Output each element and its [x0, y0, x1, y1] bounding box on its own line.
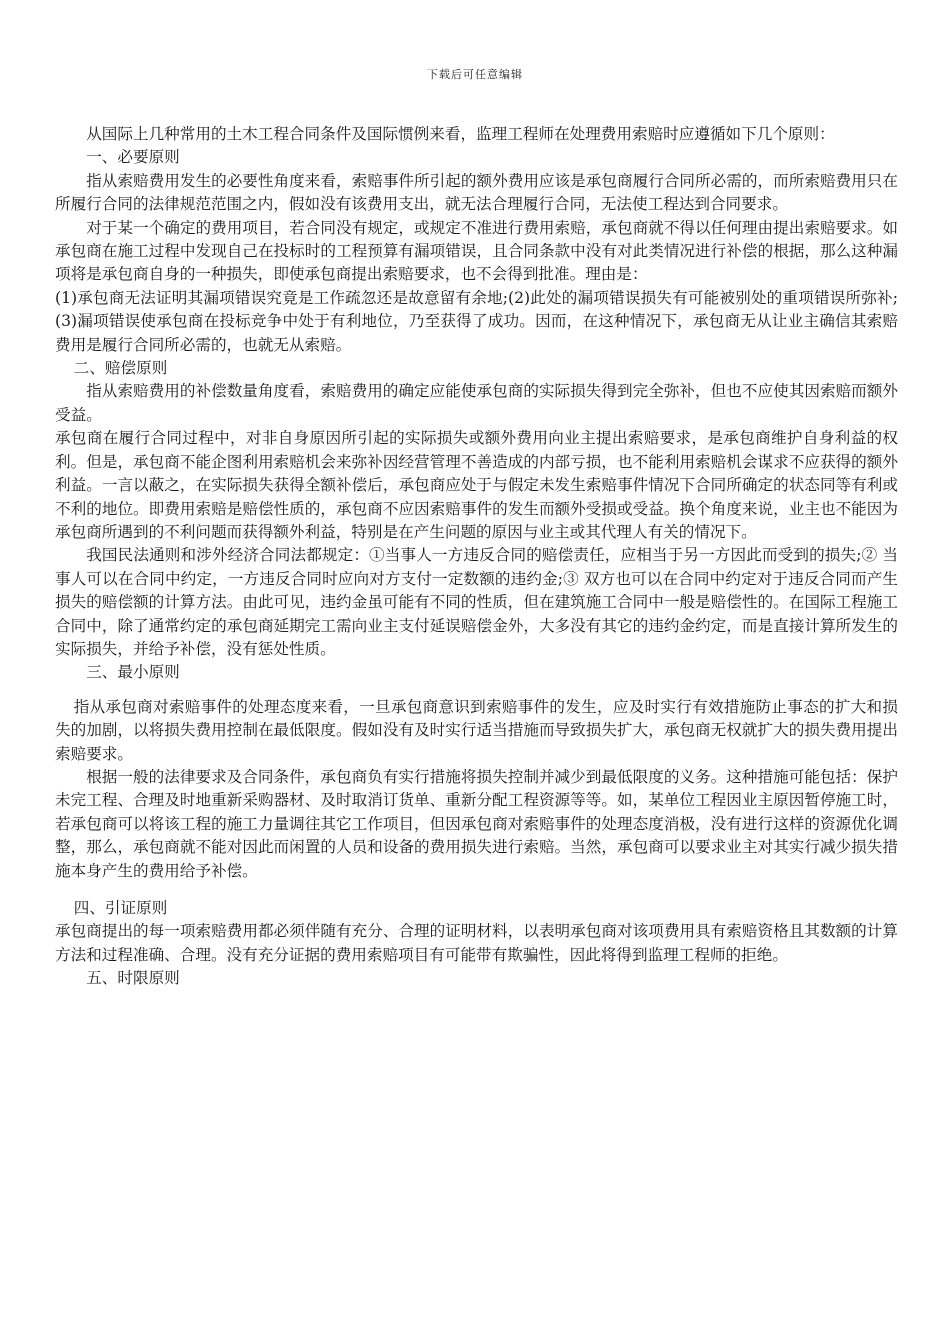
necessity-reasons-paragraph: (1)承包商无法证明其漏项错误究竟是工作疏忽还是故意留有余地;(2)此处的漏项错误损失有可能被别处的重项错误所弥补;(3)漏项错误使承包商在投标竞争中处于有利地位，乃至获得了成功。因而，在这种情况下，承包商无从让业主确信其索赔费用是履行合同所必需的，也就无从索赔。	[55, 288, 898, 354]
necessity-paragraph-1: 指从索赔费用发生的必要性角度来看，索赔事件所引起的额外费用应该是承包商履行合同所必需的，而所索赔费用只在所履行合同的法律规范范围之内，假如没有该费用支出，就无法合理履行合同，无法使工程达到合同要求。	[55, 171, 898, 214]
section-heading-compensation: 二、赔偿原则	[73, 359, 168, 378]
document-body	[55, 123, 898, 991]
minimum-paragraph-1: 指从承包商对索赔事件的处理态度来看，一旦承包商意识到索赔事件的发生，应及时实行有效措施防止事态的扩大和损失的加剧，以将损失费用控制在最低限度。假如没有及时实行适当措施而导致损失扩大，承包商无权就扩大的损失费用提出索赔要求。	[55, 697, 898, 763]
section-heading-evidence: 四、引证原则	[73, 899, 168, 917]
evidence-paragraph: 承包商提出的每一项索赔费用都必须伴随有充分、合理的证明材料，以表明承包商对该项费用具有索赔资格且其数额的计算方法和过程准确、合理。没有充分证据的费用索赔项目有可能带有欺骗性，因此将得到监理工程师的拒绝。	[55, 922, 898, 964]
page-header-note: 下载后可任意编辑	[427, 68, 523, 81]
compensation-paragraph-1: 指从索赔费用的补偿数量角度看，索赔费用的确定应能使承包商的实际损失得到完全弥补，但也不应使其因索赔而额外受益。	[55, 382, 898, 424]
compensation-paragraph-3: 我国民法通则和涉外经济合同法都规定：①当事人一方违反合同的赔偿责任，应相当于另一方因此而受到的损失;② 当事人可以在合同中约定，一方违反合同时应向对方支付一定数额的违约金;③ 双方也可以在合同中约定对于违反合同而产生损失的赔偿额的计算方法。由此可见，违约金虽可能有不同的性质，但在建筑施工合同中一般是赔偿性的。在国际工程施工合同中，除了通常约定的承包商延期完工需向业主支付延误赔偿金外，大多没有其它的违约金约定，而是直接计算所发生的实际损失，并给予补偿，没有惩处性质。	[55, 546, 898, 658]
minimum-paragraph-2: 根据一般的法律要求及合同条件，承包商负有实行措施将损失控制并减少到最低限度的义务。这种措施可能包括：保护未完工程、合理及时地重新采购器材、及时取消订货单、重新分配工程资源等等。如，某单位工程因业主原因暂停施工时，若承包商可以将该工程的施工力量调往其它工作项目，但因承包商对索赔事件的处理态度消极，没有进行这样的资源优化调整，那么，承包商就不能对因此而闲置的人员和设备的费用损失进行索赔。当然，承包商可以要求业主对其实行减少损失措施本身产生的费用给予补偿。	[55, 767, 898, 880]
compensation-paragraph-2: 承包商在履行合同过程中，对非自身原因所引起的实际损失或额外费用向业主提出索赔要求，是承包商维护自身利益的权利。但是，承包商不能企图利用索赔机会来弥补因经营管理不善造成的内部亏损，也不能利用索赔机会谋求不应获得的额外利益。一言以蔽之，在实际损失获得全额补偿后，承包商应处于与假定未发生索赔事件情况下合同所确定的状态同等有利或不利的地位。即费用索赔是赔偿性质的，承包商不应因索赔事件的发生而额外受损或受益。换个角度来说，业主也不能因为承包商所遇到的不利问题而获得额外利益，特别是在产生问题的原因与业主或其代理人有关的情况下。	[55, 429, 898, 541]
intro-paragraph: 从国际上几种常用的土木工程合同条件及国际惯例来看，监理工程师在处理费用索赔时应遵循如下几个原则：	[86, 125, 835, 143]
section-heading-time-limit: 五、时限原则	[86, 969, 180, 988]
section-heading-minimum: 三、最小原则	[86, 663, 180, 682]
section-heading-necessity: 一、必要原则	[86, 148, 180, 167]
necessity-paragraph-2: 对于某一个确定的费用项目，若合同没有规定，或规定不准进行费用索赔，承包商就不得以任何理由提出索赔要求。如承包商在施工过程中发现自己在投标时的工程预算有漏项错误，且合同条款中没有对此类情况进行补偿的根据，那么这种漏项将是承包商自身的一种损失，即使承包商提出索赔要求，也不会得到批准。理由是：	[55, 218, 898, 284]
